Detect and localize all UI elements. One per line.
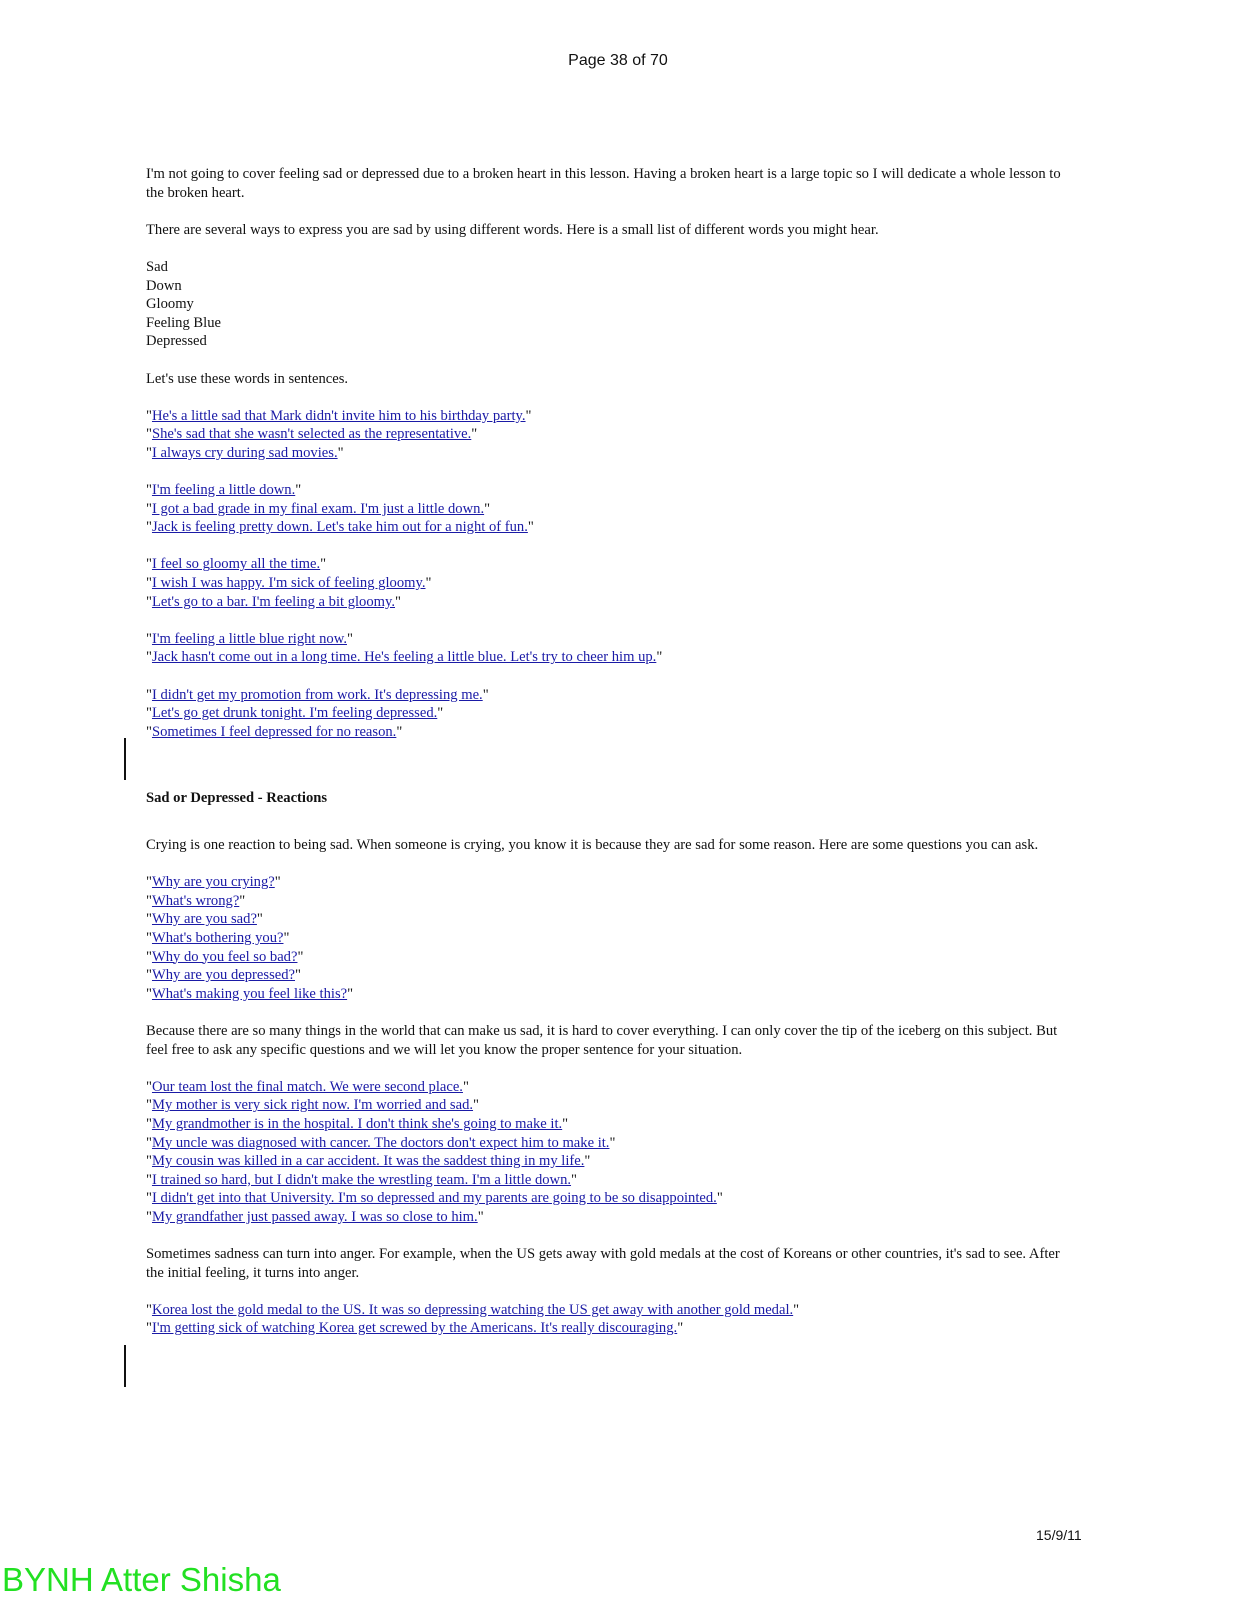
example-link[interactable]: Jack is feeling pretty down. Let's take him out for a night of fun. bbox=[151, 519, 528, 536]
question-link[interactable]: Why are you sad? bbox=[151, 911, 257, 928]
situation-link[interactable]: My grandfather just passed away. I was so close to him. bbox=[151, 1208, 478, 1225]
example-sentence: "I didn't get my promotion from work. It's depressing me." bbox=[146, 686, 489, 703]
anger-list bbox=[146, 1301, 1081, 1338]
example-group-down bbox=[146, 481, 1081, 537]
example-sentence: "I always cry during sad movies." bbox=[146, 444, 344, 461]
question-item: "Why are you crying?" bbox=[146, 874, 281, 891]
example-sentence: "Jack hasn't come out in a long time. He's feeling a little blue. Let's try to cheer him up." bbox=[146, 649, 663, 666]
example-sentence: "Let's go to a bar. I'm feeling a bit gloomy." bbox=[146, 593, 401, 610]
question-link[interactable]: What's wrong? bbox=[151, 892, 240, 909]
word-item: Gloomy bbox=[146, 296, 194, 313]
situation-link[interactable]: Our team lost the final match. We were second place. bbox=[151, 1078, 463, 1095]
change-bar bbox=[124, 1345, 126, 1387]
example-link[interactable]: I'm feeling a little down. bbox=[151, 482, 296, 499]
example-sentence: "Let's go get drunk tonight. I'm feeling depressed." bbox=[146, 705, 444, 722]
crying-paragraph: Crying is one reaction to being sad. When someone is crying, you know it is because they are sad for some reason. Here are some questions you can ask. bbox=[146, 837, 1039, 853]
situation-item: "My cousin was killed in a car accident. It was the saddest thing in my life." bbox=[146, 1153, 591, 1170]
example-sentence: "She's sad that she wasn't selected as the representative." bbox=[146, 426, 478, 443]
anger-item: "Korea lost the gold medal to the US. It was so depressing watching the US get away with another gold medal." bbox=[146, 1301, 800, 1318]
anger-link[interactable]: I'm getting sick of watching Korea get screwed by the Americans. It's really discouraging. bbox=[151, 1320, 678, 1337]
situation-item: "My uncle was diagnosed with cancer. The doctors don't expect him to make it." bbox=[146, 1134, 616, 1151]
example-link[interactable]: Jack hasn't come out in a long time. He's feeling a little blue. Let's try to cheer him up. bbox=[151, 649, 657, 666]
example-sentence: "I feel so gloomy all the time." bbox=[146, 556, 327, 573]
question-link[interactable]: What's making you feel like this? bbox=[151, 985, 348, 1002]
footer-date: 15/9/11 bbox=[1036, 1527, 1082, 1543]
example-link[interactable]: I wish I was happy. I'm sick of feeling gloomy. bbox=[151, 575, 426, 592]
change-bar bbox=[124, 738, 126, 780]
example-sentence: "I'm feeling a little down." bbox=[146, 482, 302, 499]
example-group-depressed bbox=[146, 686, 1081, 742]
example-link[interactable]: I didn't get my promotion from work. It's depressing me. bbox=[151, 686, 483, 703]
word-item: Depressed bbox=[146, 333, 207, 350]
question-link[interactable]: What's bothering you? bbox=[151, 929, 284, 946]
situation-item: "My grandfather just passed away. I was so close to him." bbox=[146, 1208, 484, 1225]
watermark-text: BYNH Atter Shisha bbox=[2, 1561, 281, 1598]
situation-item: "Our team lost the final match. We were second place." bbox=[146, 1078, 469, 1095]
example-link[interactable]: Let's go to a bar. I'm feeling a bit gloomy. bbox=[151, 593, 395, 610]
question-item: "Why are you depressed?" bbox=[146, 967, 301, 984]
anger-paragraph: Sometimes sadness can turn into anger. For example, when the US gets away with gold medals at the cost of Koreans or other countries, it's sad to see. After the initial feeling, it turns into anger. bbox=[146, 1246, 1060, 1281]
situation-item: "My mother is very sick right now. I'm worried and sad." bbox=[146, 1097, 479, 1114]
page-number: Page 38 of 70 bbox=[568, 52, 668, 69]
intro-paragraph-2: There are several ways to express you are sad by using different words. Here is a small list of different words you might hear. bbox=[146, 221, 879, 238]
example-link[interactable]: I always cry during sad movies. bbox=[151, 444, 338, 461]
word-list bbox=[146, 258, 1081, 351]
example-sentence: "I got a bad grade in my final exam. I'm just a little down." bbox=[146, 500, 491, 517]
iceberg-paragraph: Because there are so many things in the world that can make us sad, it is hard to cover everything. I can only cover the tip of the iceberg on this subject. But feel free to ask any specific questions and we will let you know the proper sentence for your situation. bbox=[146, 1022, 1058, 1058]
word-item: Down bbox=[146, 277, 182, 294]
question-item: "What's wrong?" bbox=[146, 892, 246, 909]
situation-link[interactable]: I trained so hard, but I didn't make the wrestling team. I'm a little down. bbox=[151, 1171, 572, 1188]
word-item: Feeling Blue bbox=[146, 314, 221, 331]
question-item: "Why do you feel so bad?" bbox=[146, 948, 304, 965]
section-heading: Sad or Depressed - Reactions bbox=[146, 790, 328, 807]
example-sentence: "I'm feeling a little blue right now." bbox=[146, 630, 353, 647]
situation-item: "My grandmother is in the hospital. I don't think she's going to make it." bbox=[146, 1115, 569, 1132]
example-link[interactable]: She's sad that she wasn't selected as the representative. bbox=[151, 426, 472, 443]
question-item: "What's bothering you?" bbox=[146, 929, 290, 946]
question-link[interactable]: Why are you depressed? bbox=[151, 967, 296, 984]
example-sentence: "I wish I was happy. I'm sick of feeling gloomy." bbox=[146, 575, 432, 592]
example-link[interactable]: Let's go get drunk tonight. I'm feeling depressed. bbox=[151, 705, 438, 722]
example-sentence: "He's a little sad that Mark didn't invite him to his birthday party." bbox=[146, 407, 532, 424]
situation-link[interactable]: My mother is very sick right now. I'm worried and sad. bbox=[151, 1097, 474, 1114]
example-link[interactable]: I'm feeling a little blue right now. bbox=[151, 630, 347, 647]
question-item: "Why are you sad?" bbox=[146, 911, 263, 928]
question-list bbox=[146, 873, 1081, 1003]
anger-link[interactable]: Korea lost the gold medal to the US. It was so depressing watching the US get away with another gold medal. bbox=[151, 1301, 794, 1318]
question-item: "What's making you feel like this?" bbox=[146, 985, 354, 1002]
example-link[interactable]: I feel so gloomy all the time. bbox=[151, 556, 321, 573]
word-item: Sad bbox=[146, 258, 168, 275]
situation-item: "I trained so hard, but I didn't make the wrestling team. I'm a little down." bbox=[146, 1171, 577, 1188]
example-sentence: "Sometimes I feel depressed for no reason." bbox=[146, 723, 403, 740]
question-link[interactable]: Why are you crying? bbox=[151, 874, 275, 891]
situation-link[interactable]: My grandmother is in the hospital. I don't think she's going to make it. bbox=[151, 1115, 563, 1132]
situation-list bbox=[146, 1078, 1081, 1227]
example-group-gloomy bbox=[146, 555, 1081, 611]
anger-item: "I'm getting sick of watching Korea get screwed by the Americans. It's really discouraging." bbox=[146, 1320, 684, 1337]
sentences-intro: Let's use these words in sentences. bbox=[146, 370, 349, 387]
intro-paragraph-1: I'm not going to cover feeling sad or depressed due to a broken heart in this lesson. Having a broken heart is a large topic so I will dedicate a whole lesson to the broken heart. bbox=[146, 166, 1061, 201]
example-sentence: "Jack is feeling pretty down. Let's take him out for a night of fun." bbox=[146, 519, 534, 536]
example-link[interactable]: I got a bad grade in my final exam. I'm just a little down. bbox=[151, 500, 485, 517]
example-link[interactable]: Sometimes I feel depressed for no reason. bbox=[151, 723, 397, 740]
situation-link[interactable]: I didn't get into that University. I'm so depressed and my parents are going to be so disappointed. bbox=[151, 1190, 717, 1207]
document-body bbox=[146, 165, 1081, 1338]
example-link[interactable]: He's a little sad that Mark didn't invite him to his birthday party. bbox=[151, 407, 526, 424]
situation-link[interactable]: My uncle was diagnosed with cancer. The doctors don't expect him to make it. bbox=[151, 1134, 610, 1151]
example-group-sad bbox=[146, 407, 1081, 463]
situation-link[interactable]: My cousin was killed in a car accident. It was the saddest thing in my life. bbox=[151, 1153, 585, 1170]
question-link[interactable]: Why do you feel so bad? bbox=[151, 948, 298, 965]
example-group-blue bbox=[146, 630, 1081, 667]
situation-item: "I didn't get into that University. I'm so depressed and my parents are going to be so disappointed." bbox=[146, 1190, 723, 1207]
